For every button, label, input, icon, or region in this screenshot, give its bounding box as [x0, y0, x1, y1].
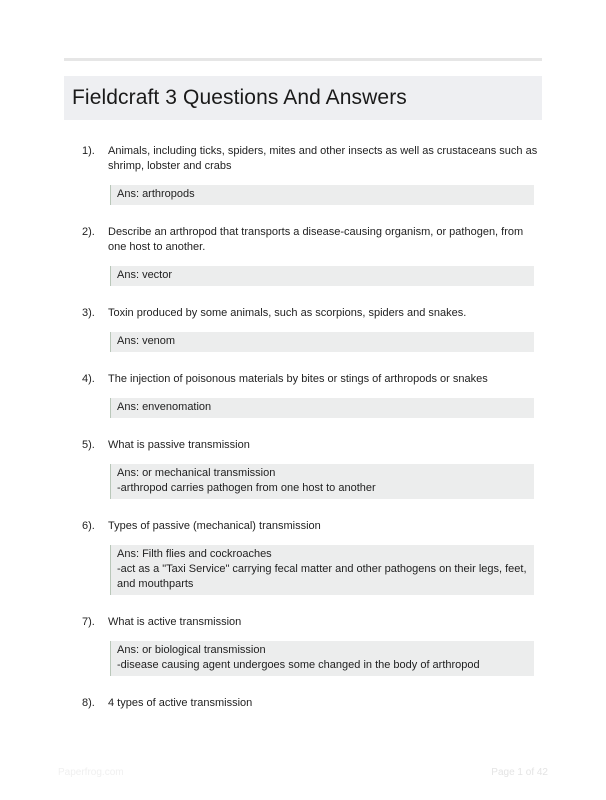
- question-row: [82, 696, 542, 711]
- answer-line: Ans: vector: [117, 269, 173, 281]
- question-item: [82, 696, 542, 711]
- answer-box: [110, 641, 534, 676]
- answer-line: Ans: venom: [117, 335, 176, 347]
- answer-box: [110, 266, 534, 286]
- question-number: 6).: [82, 520, 95, 532]
- question-item: [82, 615, 542, 676]
- answer-line: Ans: envenomation: [117, 401, 212, 413]
- page-title: Fieldcraft 3 Questions And Answers: [72, 86, 407, 109]
- question-row: [82, 615, 542, 630]
- answer-line: Ans: or biological transmission: [117, 644, 266, 656]
- answer-box: [110, 185, 534, 205]
- question-text: 4 types of active transmission: [108, 697, 253, 709]
- question-text: Toxin produced by some animals, such as scorpions, spiders and snakes.: [108, 307, 467, 319]
- answer-line: -act as a "Taxi Service" carrying fecal matter and other pathogens on their legs, feet, and mouthparts: [117, 563, 527, 590]
- answer-line: Ans: arthropods: [117, 188, 195, 200]
- answer-box: [110, 545, 534, 595]
- question-text: Types of passive (mechanical) transmission: [108, 520, 321, 532]
- title-banner: [64, 76, 542, 120]
- question-text: What is active transmission: [108, 616, 242, 628]
- question-number: 5).: [82, 439, 95, 451]
- footer-watermark: Paperfrog.com: [58, 767, 124, 778]
- question-item: [82, 372, 542, 418]
- answer-box: [110, 464, 534, 499]
- question-number: 3).: [82, 307, 95, 319]
- question-row: [82, 306, 542, 321]
- question-text: The injection of poisonous materials by bites or stings of arthropods or snakes: [108, 373, 488, 385]
- question-number: 8).: [82, 697, 95, 709]
- question-text: Describe an arthropod that transports a disease-causing organism, or pathogen, from one host to another.: [108, 226, 524, 253]
- question-item: [82, 144, 542, 205]
- answer-line: Ans: or mechanical transmission: [117, 467, 276, 479]
- question-row: [82, 144, 542, 174]
- question-number: 4).: [82, 373, 95, 385]
- question-item: [82, 438, 542, 499]
- question-row: [82, 372, 542, 387]
- question-row: [82, 438, 542, 453]
- question-list: [82, 144, 542, 731]
- answer-line: Ans: Filth flies and cockroaches: [117, 548, 272, 560]
- question-row: [82, 519, 542, 534]
- answer-box: [110, 398, 534, 418]
- top-divider: [64, 58, 542, 61]
- question-item: [82, 306, 542, 352]
- answer-line: -disease causing agent undergoes some changed in the body of arthropod: [117, 659, 480, 671]
- question-item: [82, 225, 542, 286]
- question-text: Animals, including ticks, spiders, mites and other insects as well as crustaceans such as shrimp, lobster and crabs: [108, 145, 538, 172]
- question-text: What is passive transmission: [108, 439, 250, 451]
- answer-line: -arthropod carries pathogen from one host to another: [117, 482, 376, 494]
- question-item: [82, 519, 542, 595]
- question-number: 7).: [82, 616, 95, 628]
- question-row: [82, 225, 542, 255]
- question-number: 2).: [82, 226, 95, 238]
- question-number: 1).: [82, 145, 95, 157]
- page-number: Page 1 of 42: [491, 767, 548, 778]
- answer-box: [110, 332, 534, 352]
